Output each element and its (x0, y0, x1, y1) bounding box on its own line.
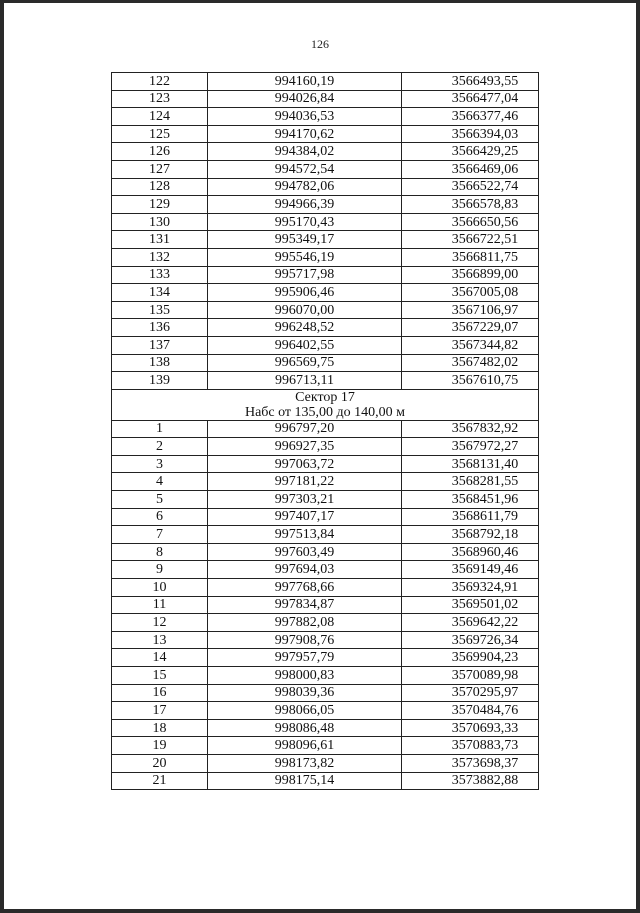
x-coordinate-cell: 997957,79 (208, 649, 402, 667)
y-coordinate-cell: 3566477,04 (402, 90, 539, 108)
x-coordinate-cell: 995349,17 (208, 231, 402, 249)
y-coordinate-cell: 3568792,18 (402, 526, 539, 544)
point-number-cell: 13 (112, 631, 208, 649)
table-row (112, 684, 539, 702)
table-row (112, 178, 539, 196)
table-row (112, 438, 539, 456)
x-coordinate-cell: 996797,20 (208, 420, 402, 438)
x-coordinate-cell: 994966,39 (208, 196, 402, 214)
point-number-cell: 20 (112, 754, 208, 772)
y-coordinate-cell: 3568281,55 (402, 473, 539, 491)
x-coordinate-cell: 997063,72 (208, 455, 402, 473)
table-row (112, 508, 539, 526)
table-row (112, 213, 539, 231)
x-coordinate-cell: 994170,62 (208, 125, 402, 143)
table-row (112, 284, 539, 302)
point-number-cell: 4 (112, 473, 208, 491)
x-coordinate-cell: 996713,11 (208, 372, 402, 390)
x-coordinate-cell: 994782,06 (208, 178, 402, 196)
y-coordinate-cell: 3573698,37 (402, 754, 539, 772)
x-coordinate-cell: 994384,02 (208, 143, 402, 161)
y-coordinate-cell: 3570693,33 (402, 719, 539, 737)
table-row (112, 526, 539, 544)
y-coordinate-cell: 3567229,07 (402, 319, 539, 337)
x-coordinate-cell: 998175,14 (208, 772, 402, 790)
table-row (112, 614, 539, 632)
x-coordinate-cell: 998173,82 (208, 754, 402, 772)
x-coordinate-cell: 997834,87 (208, 596, 402, 614)
table-row (112, 354, 539, 372)
document-page (4, 3, 636, 909)
point-number-cell: 130 (112, 213, 208, 231)
y-coordinate-cell: 3570883,73 (402, 737, 539, 755)
table-row (112, 319, 539, 337)
y-coordinate-cell: 3569726,34 (402, 631, 539, 649)
x-coordinate-cell: 996927,35 (208, 438, 402, 456)
coordinates-table (111, 72, 539, 790)
point-number-cell: 6 (112, 508, 208, 526)
point-number-cell: 21 (112, 772, 208, 790)
table-row (112, 420, 539, 438)
section-header-group (112, 389, 539, 420)
x-coordinate-cell: 997694,03 (208, 561, 402, 579)
table-row (112, 491, 539, 509)
y-coordinate-cell: 3567482,02 (402, 354, 539, 372)
section-header-cell (112, 389, 539, 420)
point-number-cell: 17 (112, 702, 208, 720)
x-coordinate-cell: 996402,55 (208, 336, 402, 354)
y-coordinate-cell: 3569904,23 (402, 649, 539, 667)
table-row (112, 702, 539, 720)
section-subtitle: Набс от 135,00 до 140,00 м (244, 404, 406, 420)
point-number-cell: 127 (112, 160, 208, 178)
y-coordinate-cell: 3566429,25 (402, 143, 539, 161)
x-coordinate-cell: 994036,53 (208, 108, 402, 126)
x-coordinate-cell: 997407,17 (208, 508, 402, 526)
point-number-cell: 124 (112, 108, 208, 126)
x-coordinate-cell: 997768,66 (208, 579, 402, 597)
y-coordinate-cell: 3570484,76 (402, 702, 539, 720)
table-row (112, 125, 539, 143)
point-number-cell: 10 (112, 579, 208, 597)
x-coordinate-cell: 997303,21 (208, 491, 402, 509)
y-coordinate-cell: 3567610,75 (402, 372, 539, 390)
x-coordinate-cell: 997181,22 (208, 473, 402, 491)
point-number-cell: 2 (112, 438, 208, 456)
y-coordinate-cell: 3566722,51 (402, 231, 539, 249)
table-body-upper (112, 73, 539, 390)
x-coordinate-cell: 995717,98 (208, 266, 402, 284)
table-body-lower (112, 420, 539, 789)
table-row (112, 631, 539, 649)
y-coordinate-cell: 3566493,55 (402, 73, 539, 91)
point-number-cell: 5 (112, 491, 208, 509)
y-coordinate-cell: 3567344,82 (402, 336, 539, 354)
y-coordinate-cell: 3570295,97 (402, 684, 539, 702)
table-row (112, 772, 539, 790)
point-number-cell: 7 (112, 526, 208, 544)
x-coordinate-cell: 997513,84 (208, 526, 402, 544)
y-coordinate-cell: 3568960,46 (402, 543, 539, 561)
point-number-cell: 134 (112, 284, 208, 302)
point-number-cell: 19 (112, 737, 208, 755)
table-row (112, 143, 539, 161)
table-row (112, 579, 539, 597)
point-number-cell: 3 (112, 455, 208, 473)
point-number-cell: 135 (112, 301, 208, 319)
point-number-cell: 9 (112, 561, 208, 579)
table-row (112, 301, 539, 319)
y-coordinate-cell: 3568611,79 (402, 508, 539, 526)
x-coordinate-cell: 998000,83 (208, 667, 402, 685)
point-number-cell: 125 (112, 125, 208, 143)
x-coordinate-cell: 994026,84 (208, 90, 402, 108)
point-number-cell: 133 (112, 266, 208, 284)
table-row (112, 754, 539, 772)
table-row (112, 667, 539, 685)
table-row (112, 372, 539, 390)
point-number-cell: 1 (112, 420, 208, 438)
table-row (112, 596, 539, 614)
y-coordinate-cell: 3567832,92 (402, 420, 539, 438)
y-coordinate-cell: 3566578,83 (402, 196, 539, 214)
x-coordinate-cell: 996070,00 (208, 301, 402, 319)
point-number-cell: 16 (112, 684, 208, 702)
y-coordinate-cell: 3569324,91 (402, 579, 539, 597)
table-row (112, 649, 539, 667)
point-number-cell: 11 (112, 596, 208, 614)
point-number-cell: 132 (112, 248, 208, 266)
x-coordinate-cell: 998096,61 (208, 737, 402, 755)
x-coordinate-cell: 998066,05 (208, 702, 402, 720)
table-row (112, 737, 539, 755)
x-coordinate-cell: 994160,19 (208, 73, 402, 91)
table-row (112, 336, 539, 354)
x-coordinate-cell: 995906,46 (208, 284, 402, 302)
point-number-cell: 129 (112, 196, 208, 214)
table-row (112, 248, 539, 266)
table-row (112, 543, 539, 561)
y-coordinate-cell: 3566899,00 (402, 266, 539, 284)
point-number-cell: 126 (112, 143, 208, 161)
y-coordinate-cell: 3567106,97 (402, 301, 539, 319)
page-number: 126 (311, 37, 329, 51)
y-coordinate-cell: 3566650,56 (402, 213, 539, 231)
point-number-cell: 128 (112, 178, 208, 196)
x-coordinate-cell: 994572,54 (208, 160, 402, 178)
table-row (112, 73, 539, 91)
y-coordinate-cell: 3566377,46 (402, 108, 539, 126)
y-coordinate-cell: 3569149,46 (402, 561, 539, 579)
y-coordinate-cell: 3566394,03 (402, 125, 539, 143)
section-header-row (112, 389, 539, 420)
x-coordinate-cell: 997908,76 (208, 631, 402, 649)
y-coordinate-cell: 3570089,98 (402, 667, 539, 685)
point-number-cell: 139 (112, 372, 208, 390)
y-coordinate-cell: 3569501,02 (402, 596, 539, 614)
table-row (112, 160, 539, 178)
y-coordinate-cell: 3568451,96 (402, 491, 539, 509)
y-coordinate-cell: 3573882,88 (402, 772, 539, 790)
point-number-cell: 14 (112, 649, 208, 667)
y-coordinate-cell: 3566811,75 (402, 248, 539, 266)
table-row (112, 90, 539, 108)
table-row (112, 719, 539, 737)
x-coordinate-cell: 998086,48 (208, 719, 402, 737)
y-coordinate-cell: 3567972,27 (402, 438, 539, 456)
point-number-cell: 12 (112, 614, 208, 632)
x-coordinate-cell: 995546,19 (208, 248, 402, 266)
point-number-cell: 15 (112, 667, 208, 685)
point-number-cell: 8 (112, 543, 208, 561)
point-number-cell: 131 (112, 231, 208, 249)
table-row (112, 196, 539, 214)
table-row (112, 108, 539, 126)
y-coordinate-cell: 3566522,74 (402, 178, 539, 196)
y-coordinate-cell: 3567005,08 (402, 284, 539, 302)
table-row (112, 455, 539, 473)
x-coordinate-cell: 995170,43 (208, 213, 402, 231)
point-number-cell: 122 (112, 73, 208, 91)
table-row (112, 561, 539, 579)
y-coordinate-cell: 3566469,06 (402, 160, 539, 178)
section-title: Сектор 17 (295, 389, 355, 405)
point-number-cell: 18 (112, 719, 208, 737)
y-coordinate-cell: 3568131,40 (402, 455, 539, 473)
x-coordinate-cell: 996248,52 (208, 319, 402, 337)
point-number-cell: 138 (112, 354, 208, 372)
table-row (112, 231, 539, 249)
x-coordinate-cell: 997603,49 (208, 543, 402, 561)
x-coordinate-cell: 998039,36 (208, 684, 402, 702)
point-number-cell: 136 (112, 319, 208, 337)
x-coordinate-cell: 997882,08 (208, 614, 402, 632)
point-number-cell: 123 (112, 90, 208, 108)
point-number-cell: 137 (112, 336, 208, 354)
x-coordinate-cell: 996569,75 (208, 354, 402, 372)
table-row (112, 473, 539, 491)
table-row (112, 266, 539, 284)
y-coordinate-cell: 3569642,22 (402, 614, 539, 632)
